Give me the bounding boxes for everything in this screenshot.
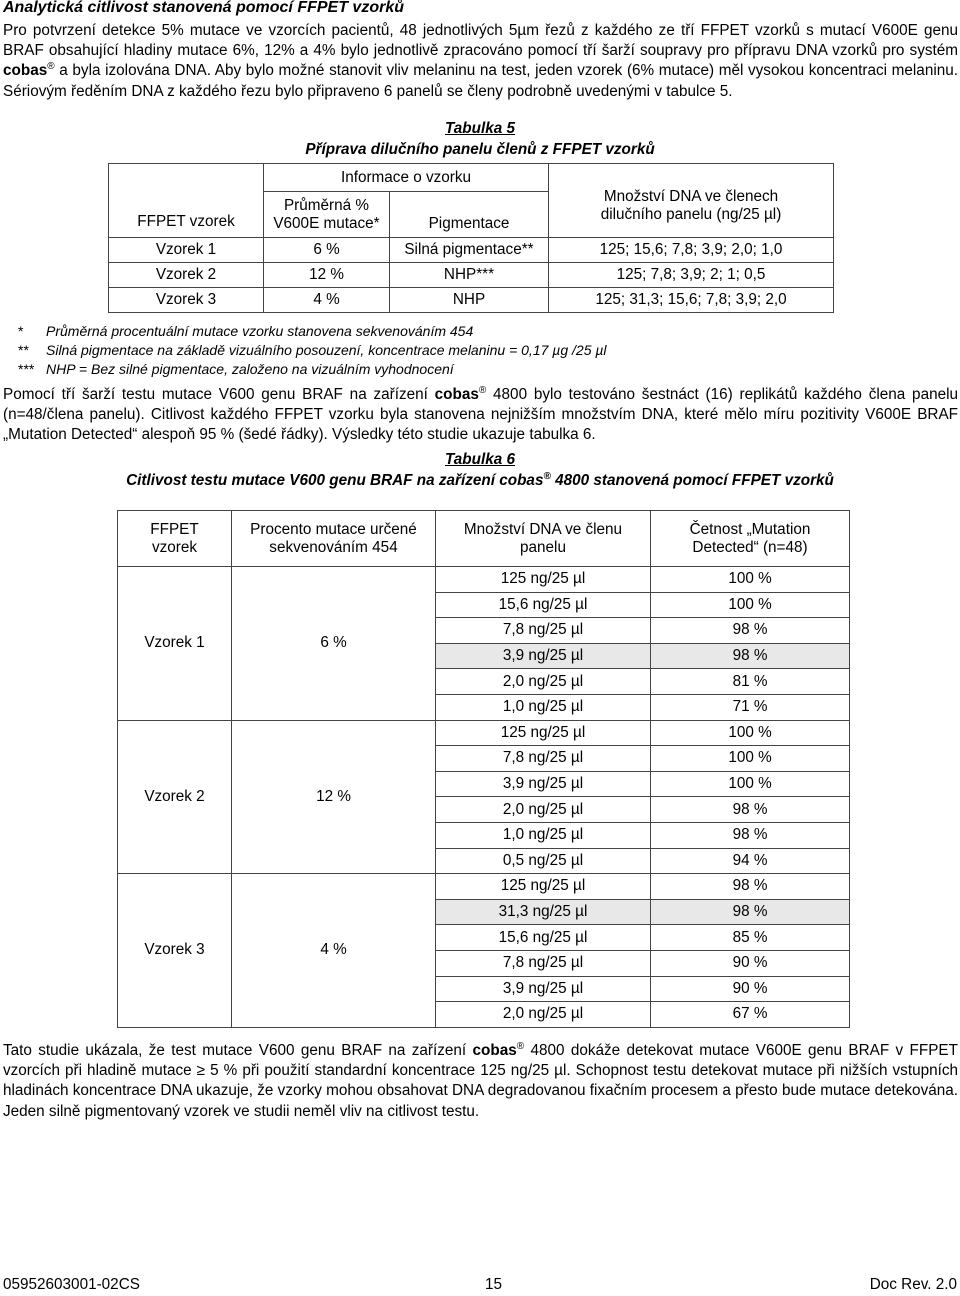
t6-rate: 85 % [651, 925, 850, 951]
t6-rate: 71 % [651, 694, 850, 720]
conclusion-text-1: Tato studie ukázala, že test mutace V600 genu BRAF na zařízení [3, 1042, 473, 1059]
t5-cell: NHP [390, 288, 549, 313]
t6-dna: 15,6 ng/25 µl [436, 925, 651, 951]
t6-rate: 100 % [651, 567, 850, 593]
table-row [109, 238, 834, 263]
t6-dna: 125 ng/25 µl [436, 874, 651, 900]
t6-h1-l1: FFPET [150, 520, 199, 538]
table-row [118, 720, 850, 746]
registered-mark: ® [516, 1040, 525, 1052]
t5-cell: NHP*** [390, 263, 549, 288]
t6-dna: 1,0 ng/25 µl [436, 822, 651, 848]
brand-cobas: cobas [434, 386, 479, 403]
t6-rate: 98 % [651, 899, 850, 925]
t5-cell: 12 % [264, 263, 390, 288]
intro-text-2: a byla izolována DNA. Aby bylo možné stanovit vliv melaninu na test, jeden vzorek (6% mutace) měl vysokou koncentraci melaninu. Sériovým ředěním DNA z každého řezu bylo připraveno 6 panelů se členy podrobně uvedenými v tabulce 5. [3, 62, 958, 100]
footnote-text: NHP = Bez silné pigmentace, založeno na vizuálním vyhodnocení [46, 361, 454, 377]
t5-col-avg-l2: V600E mutace* [273, 215, 380, 232]
t6-sample: Vzorek 2 [118, 720, 232, 874]
table5-caption [0, 118, 960, 160]
t5-cell: 6 % [264, 238, 390, 263]
results-text-2: 4800 bylo testováno šestnáct (16) replikátů každého člena panelu (n=48/člena panelu). Citlivost každého FFPET vzorku byla stanovena nejnižším množstvím DNA, které mělo míru pozitivity V600E BRAF „Mutation Detected“ alespoň 95 % (šedé řádky). Výsledky této studie ukazuje tabulka 6. [3, 386, 958, 444]
t6-pct: 12 % [232, 720, 436, 874]
footer-doc-number: 05952603001-02CS [3, 1276, 140, 1293]
t5-col-dna [549, 164, 834, 238]
t6-dna: 15,6 ng/25 µl [436, 592, 651, 618]
conclusion-paragraph [3, 1041, 958, 1122]
t5-col-dna-l1: Množství DNA ve členech [603, 187, 779, 205]
t6-group-3 [118, 874, 850, 1028]
footnote [18, 360, 607, 379]
t6-dna: 7,8 ng/25 µl [436, 746, 651, 772]
t6-rate: 90 % [651, 976, 850, 1002]
t6-dna: 2,0 ng/25 µl [436, 1002, 651, 1028]
t6-rate: 98 % [651, 822, 850, 848]
registered-mark: ® [543, 470, 551, 482]
t6-dna: 125 ng/25 µl [436, 720, 651, 746]
footnote [18, 341, 607, 360]
t6-rate: 81 % [651, 669, 850, 695]
t6-pct: 4 % [232, 874, 436, 1028]
t6-dna: 3,9 ng/25 µl [436, 643, 651, 669]
t5-cell: 125; 7,8; 3,9; 2; 1; 0,5 [549, 263, 834, 288]
table6-title-1: Citlivost testu mutace V600 genu BRAF na zařízení cobas [126, 472, 544, 489]
table-row [109, 288, 834, 313]
table5 [108, 163, 834, 313]
footnote-mark: ** [18, 342, 29, 358]
t6-dna: 31,3 ng/25 µl [436, 899, 651, 925]
results-paragraph [3, 385, 958, 446]
t6-dna: 3,9 ng/25 µl [436, 976, 651, 1002]
t6-dna: 7,8 ng/25 µl [436, 950, 651, 976]
t6-col-sample [118, 511, 232, 567]
brand-cobas: cobas [3, 62, 48, 80]
t5-col-sample: FFPET vzorek [109, 164, 264, 238]
t6-dna: 7,8 ng/25 µl [436, 618, 651, 644]
t6-dna: 3,9 ng/25 µl [436, 771, 651, 797]
t5-col-dna-l2: dilučního panelu (ng/25 µl) [600, 205, 782, 223]
t5-col-avg-l1: Průměrná % [283, 197, 369, 214]
footer-page-number: 15 [485, 1276, 503, 1293]
t5-col-pigment: Pigmentace [390, 192, 549, 238]
footnotes [18, 322, 607, 379]
table6-caption [0, 449, 960, 491]
t6-col-dna [436, 511, 651, 567]
footnote [18, 322, 607, 341]
t6-dna: 125 ng/25 µl [436, 567, 651, 593]
footnote-text: Průměrná procentuální mutace vzorku stanovena sekvenováním 454 [46, 323, 474, 339]
brand-cobas: cobas [472, 1042, 517, 1059]
intro-paragraph [3, 21, 958, 102]
footer-revision: Doc Rev. 2.0 [869, 1276, 957, 1293]
footnote-text: Silná pigmentace na základě vizuálního posouzení, koncentrace melaninu = 0,17 µg /25 µl [46, 342, 607, 358]
table-row [118, 567, 850, 593]
t6-pct: 6 % [232, 567, 436, 721]
t6-dna: 0,5 ng/25 µl [436, 848, 651, 874]
t6-group-1 [118, 567, 850, 721]
table6-label: Tabulka 6 [445, 451, 515, 468]
t6-sample: Vzorek 1 [118, 567, 232, 721]
t6-group-2 [118, 720, 850, 874]
t6-rate: 67 % [651, 1002, 850, 1028]
t6-h3-l1: Množství DNA ve členu [463, 520, 623, 538]
table6-title-2: 4800 stanovená pomocí FFPET vzorků [550, 472, 834, 489]
table-row [118, 874, 850, 900]
t6-rate: 98 % [651, 797, 850, 823]
t6-h2-l1: Procento mutace určené [250, 520, 417, 538]
t5-cell: Vzorek 2 [109, 263, 264, 288]
t6-rate: 100 % [651, 771, 850, 797]
t6-h3-l2: panelu [520, 538, 566, 556]
t6-rate: 98 % [651, 874, 850, 900]
table5-title: Příprava dilučního panelu členů z FFPET vzorků [305, 141, 655, 158]
t5-cell: 125; 15,6; 7,8; 3,9; 2,0; 1,0 [549, 238, 834, 263]
t5-col-avg [264, 192, 390, 238]
t6-h4-l1: Četnost „Mutation [689, 520, 811, 538]
t6-dna: 1,0 ng/25 µl [436, 694, 651, 720]
t6-rate: 98 % [651, 643, 850, 669]
table-row [109, 263, 834, 288]
t5-cell: Silná pigmentace** [390, 238, 549, 263]
t5-cell: Vzorek 3 [109, 288, 264, 313]
t6-col-pct [232, 511, 436, 567]
t6-rate: 100 % [651, 720, 850, 746]
t6-dna: 2,0 ng/25 µl [436, 797, 651, 823]
t6-h2-l2: sekvenováním 454 [269, 538, 398, 556]
t6-rate: 98 % [651, 618, 850, 644]
table6-title [0, 470, 960, 491]
t5-cell: 125; 31,3; 15,6; 7,8; 3,9; 2,0 [549, 288, 834, 313]
t6-h4-l2: Detected“ (n=48) [692, 538, 808, 556]
registered-mark: ® [47, 61, 55, 73]
t5-cell: 4 % [264, 288, 390, 313]
results-text-1: Pomocí tří šarží testu mutace V600 genu BRAF na zařízení [3, 386, 435, 403]
conclusion-text-2: 4800 dokáže detekovat mutace V600E genu BRAF v FFPET vzorcích při hladině mutace ≥ 5 % při použití standardní koncentrace 125 ng/25 µl. Schopnost testu detekovat mutace při nižších vstupních hladinách koncentrace DNA ukazuje, že vzorky mohou obsahovat DNA degradovanou fixačním procesem a přesto bude mutace detekována. Jeden silně pigmentovaný vzorek ve studii neměl vliv na citlivost testu. [3, 1042, 958, 1120]
footnote-mark: * [18, 323, 24, 339]
t6-dna: 2,0 ng/25 µl [436, 669, 651, 695]
t6-col-rate [651, 511, 850, 567]
footnote-mark: *** [18, 361, 35, 377]
t6-h1-l2: vzorek [151, 538, 198, 556]
t6-sample: Vzorek 3 [118, 874, 232, 1028]
t5-cell: Vzorek 1 [109, 238, 264, 263]
t5-header-group: Informace o vzorku [264, 164, 549, 192]
t6-rate: 94 % [651, 848, 850, 874]
section-heading: Analytická citlivost stanovená pomocí FFPET vzorků [3, 0, 404, 16]
intro-text-1: Pro potvrzení detekce 5% mutace ve vzorcích pacientů, 48 jednotlivých 5µm řezů z každého ze tří FFPET vzorků s mutací V600E genu BRAF obsahující hladiny mutace 6%, 12% a 4% bylo jednotlivě zpracováno pomocí tří šarží soupravy pro přípravu DNA vzorků pro systém [3, 22, 958, 60]
t6-rate: 100 % [651, 746, 850, 772]
registered-mark: ® [478, 384, 487, 396]
table5-label: Tabulka 5 [445, 120, 515, 137]
t6-rate: 100 % [651, 592, 850, 618]
table6 [117, 510, 850, 1028]
t6-rate: 90 % [651, 950, 850, 976]
